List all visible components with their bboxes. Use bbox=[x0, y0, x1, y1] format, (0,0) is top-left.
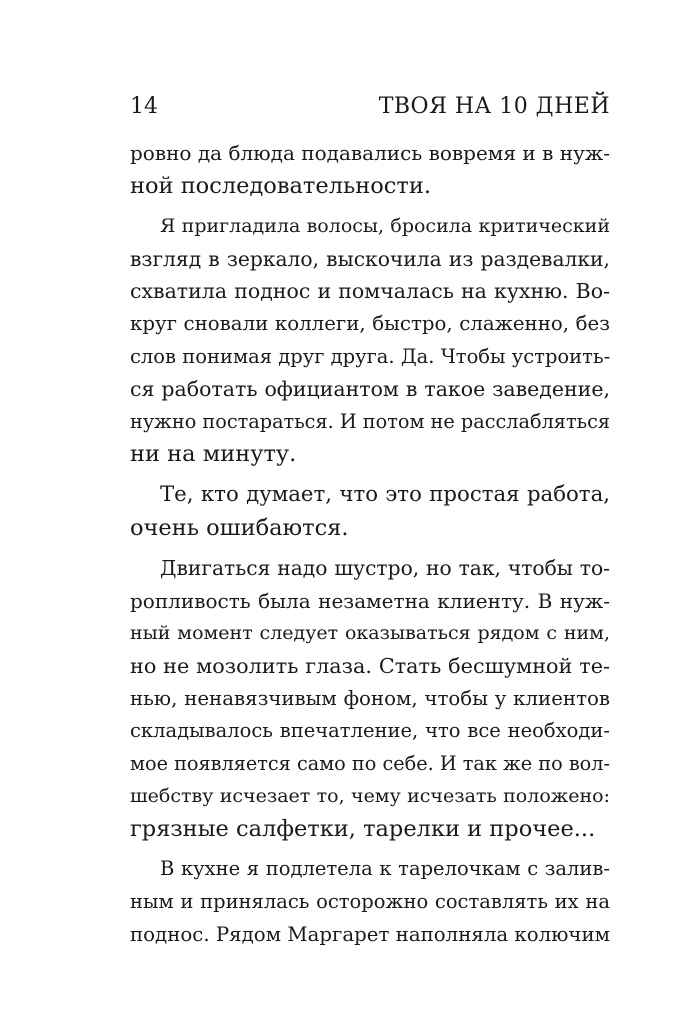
text-line: но не мозолить глаза. Стать бесшумной те- bbox=[130, 653, 610, 678]
text-line: складывалось впечатление, что все необходи- bbox=[130, 719, 610, 743]
text-line: круг сновали коллеги, быстро, слаженно, без bbox=[130, 311, 610, 335]
text-line: нужно постараться. И потом не расслабляться bbox=[130, 409, 610, 433]
text-line: мое появляется само по себе. И так же по вол- bbox=[130, 751, 610, 775]
text-line: ный момент следует оказываться рядом с ним, bbox=[130, 622, 610, 645]
text-line: схватила поднос и помчалась на кухню. Во- bbox=[130, 279, 610, 304]
text-line: слов понимая друг друга. Да. Чтобы устроить- bbox=[130, 344, 611, 368]
text-line: ной последовательности. bbox=[130, 172, 431, 199]
text-line: ропливость была незаметна клиенту. В нуж- bbox=[130, 588, 610, 613]
running-title: ТВОЯ НА 10 ДНЕЙ bbox=[378, 94, 610, 119]
text-line: ным и принялась осторожно составлять их на bbox=[130, 890, 610, 914]
text-line: Двигаться надо шустро, но так, чтобы то- bbox=[160, 556, 610, 581]
text-line: поднос. Рядом Маргарет наполняла колючим bbox=[130, 922, 610, 946]
text-line: ни на минуту. bbox=[130, 441, 297, 468]
text-line: очень ошибаются. bbox=[130, 514, 349, 541]
text-line: Те, кто думает, что это простая работа, bbox=[160, 481, 610, 507]
text-line: взгляд в зеркало, выскочила из раздевалки, bbox=[130, 246, 610, 271]
text-line: В кухне я подлетела к тарелочкам с залив- bbox=[160, 857, 610, 881]
text-line: нью, ненавязчивым фоном, чтобы у клиентов bbox=[130, 686, 610, 710]
running-head bbox=[130, 94, 610, 124]
text-line: ровно да блюда подавались вовремя и в нуж- bbox=[130, 141, 610, 165]
text-line: Я пригладила волосы, бросила критический bbox=[160, 215, 610, 238]
page-number: 14 bbox=[130, 94, 158, 119]
text-line: ся работать официантом в такое заведение, bbox=[130, 377, 610, 402]
text-line: грязные салфетки, тарелки и прочее... bbox=[130, 815, 596, 842]
body-text bbox=[130, 137, 610, 951]
text-line: шебству исчезает то, чему исчезать положено: bbox=[130, 785, 610, 808]
